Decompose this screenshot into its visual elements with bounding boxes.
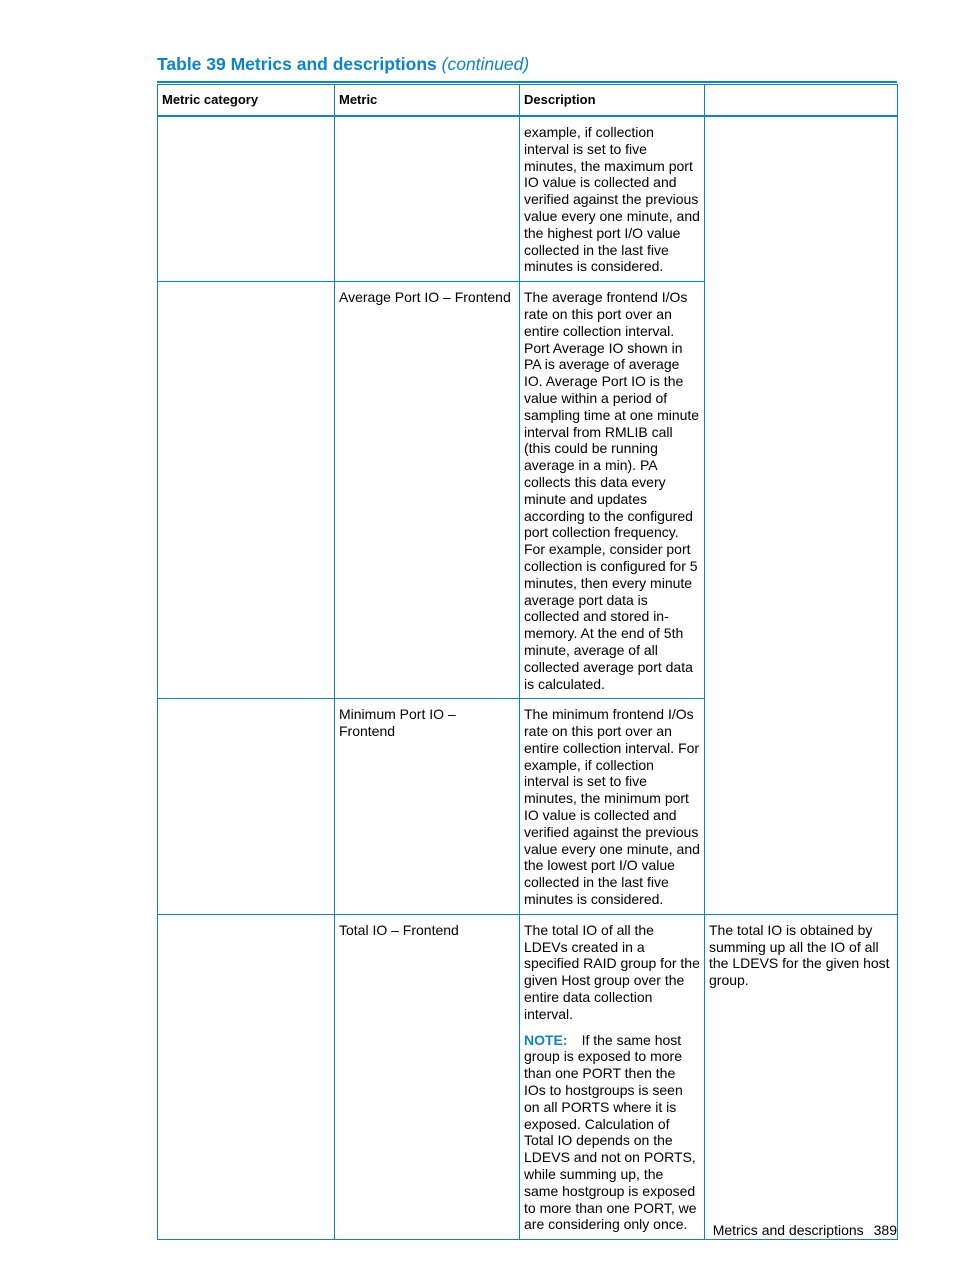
footer-section-title: Metrics and descriptions: [712, 1222, 864, 1238]
header-metric: Metric: [335, 85, 520, 117]
cell-metric: Average Port IO – Frontend: [335, 282, 520, 699]
cell-metric: Total IO – Frontend: [335, 914, 520, 1239]
note-text: If the same host group is exposed to more than one PORT then the IOs to hostgroups is seen on all PORTS where it is exposed. Calculation of Total IO depends on the LDEVS and not on PORTS, while summing up, the same hostgroup is exposed to more than one PORT, we are considering only once.: [524, 1031, 697, 1233]
cell-metric: [335, 116, 520, 282]
table-caption-continued: (continued): [441, 54, 530, 74]
header-extra: [705, 85, 898, 117]
table-caption: [157, 54, 529, 75]
note-label: NOTE:: [524, 1031, 568, 1048]
caption-rule: [157, 81, 897, 83]
table-row: [158, 116, 898, 282]
cell-description: The minimum frontend I/Os rate on this port over an entire collection interval. For example, if collection interval is set to five minutes, the minimum port IO value is collected and verified against the previous value every one minute, and the lowest port I/O value collected in the last five minutes is considered.: [520, 699, 705, 915]
description-text: The total IO of all the LDEVs created in a specified RAID group for the given Host group over the entire data collection interval.: [524, 921, 700, 1022]
cell-metric: Minimum Port IO – Frontend: [335, 699, 520, 915]
metrics-table: [157, 84, 898, 1240]
page-footer: [713, 1222, 897, 1238]
cell-category: [158, 282, 335, 699]
cell-category: [158, 914, 335, 1239]
cell-description: example, if collection interval is set to five minutes, the maximum port IO value is collected and verified against the previous value every one minute, and the highest port I/O value collected in the last five minutes is considered.: [520, 116, 705, 282]
cell-extra: [705, 116, 898, 914]
cell-description: [520, 914, 705, 1239]
note-paragraph: [524, 1032, 700, 1234]
cell-description: The average frontend I/Os rate on this port over an entire collection interval. Port Average IO shown in PA is average of average IO. Average Port IO is the value within a period of sampling time at one minute interval from RMLIB call (this could be running average in a min). PA collects this data every minute and updates according to the configured port collection frequency. For example, consider port collection is configured for 5 minutes, then every minute average port data is collected and stored in-memory. At the end of 5th minute, average of all collected average port data is calculated.: [520, 282, 705, 699]
table-caption-title: Table 39 Metrics and descriptions: [157, 54, 437, 74]
header-description: Description: [520, 85, 705, 117]
cell-extra: The total IO is obtained by summing up all the IO of all the LDEVS for the given host group.: [705, 914, 898, 1239]
table-row: [158, 914, 898, 1239]
cell-category: [158, 699, 335, 915]
page-number: 389: [873, 1222, 897, 1238]
table-header-row: [158, 85, 898, 117]
cell-category: [158, 116, 335, 282]
header-metric-category: Metric category: [158, 85, 335, 117]
